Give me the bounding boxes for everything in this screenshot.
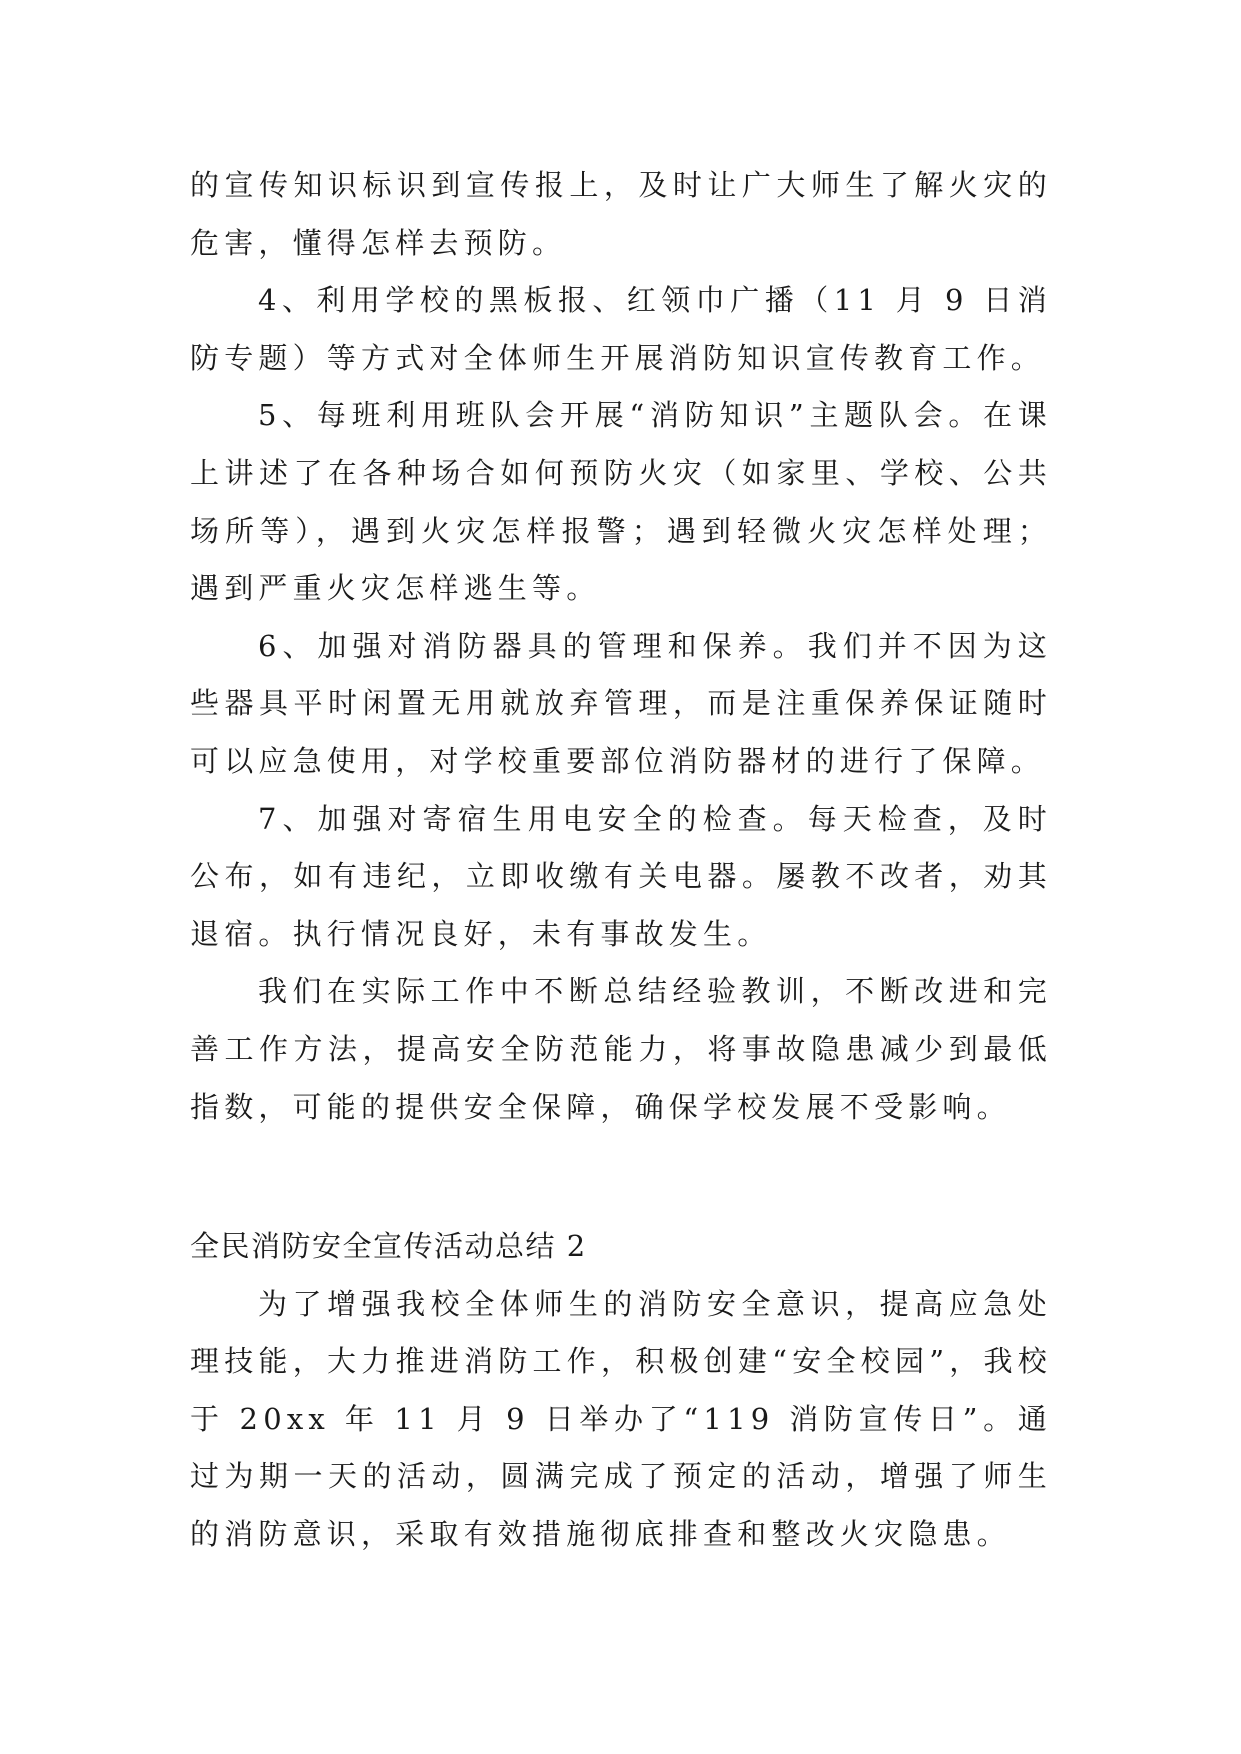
paragraph-item-6: 6、加强对消防器具的管理和保养。我们并不因为这些器具平时闲置无用就放弃管理，而是注重保养保证随时可以应急使用，对学校重要部位消防器材的进行了保障。	[190, 628, 1052, 778]
paragraph-intro: 为了增强我校全体师生的消防安全意识，提高应急处理技能，大力推进消防工作，积极创建“安全校园”，我校于 20xx 年 11 月 9 日举办了“119 消防宣传日”。通过为期一天的活动，圆满完成了预定的活动，增强了师生的消防意识，采取有效措施彻底排查和整改火灾隐患。	[190, 1286, 1052, 1552]
section-title: 全民消防安全宣传活动总结 2	[190, 1229, 587, 1264]
paragraph-summary: 我们在实际工作中不断总结经验教训，不断改进和完善工作方法，提高安全防范能力，将事故隐患减少到最低指数，可能的提供安全保障，确保学校发展不受影响。	[190, 974, 1052, 1124]
paragraph-item-7: 7、加强对寄宿生用电安全的检查。每天检查，及时公布，如有违纪，立即收缴有关电器。屡教不改者，劝其退宿。执行情况良好，未有事故发生。	[190, 801, 1052, 951]
paragraph-continuation: 的宣传知识标识到宣传报上，及时让广大师生了解火灾的危害，懂得怎样去预防。	[190, 168, 1052, 260]
paragraph-item-4: 4、利用学校的黑板报、红领巾广播（11 月 9 日消防专题）等方式对全体师生开展消防知识宣传教育工作。	[190, 283, 1052, 375]
document-page	[190, 157, 1052, 1564]
paragraph-item-5: 5、每班利用班队会开展“消防知识”主题队会。在课上讲述了在各种场合如何预防火灾（如家里、学校、公共场所等），遇到火灾怎样报警；遇到轻微火灾怎样处理；遇到严重火灾怎样逃生等。	[190, 398, 1052, 606]
section-spacer	[190, 1136, 1052, 1218]
